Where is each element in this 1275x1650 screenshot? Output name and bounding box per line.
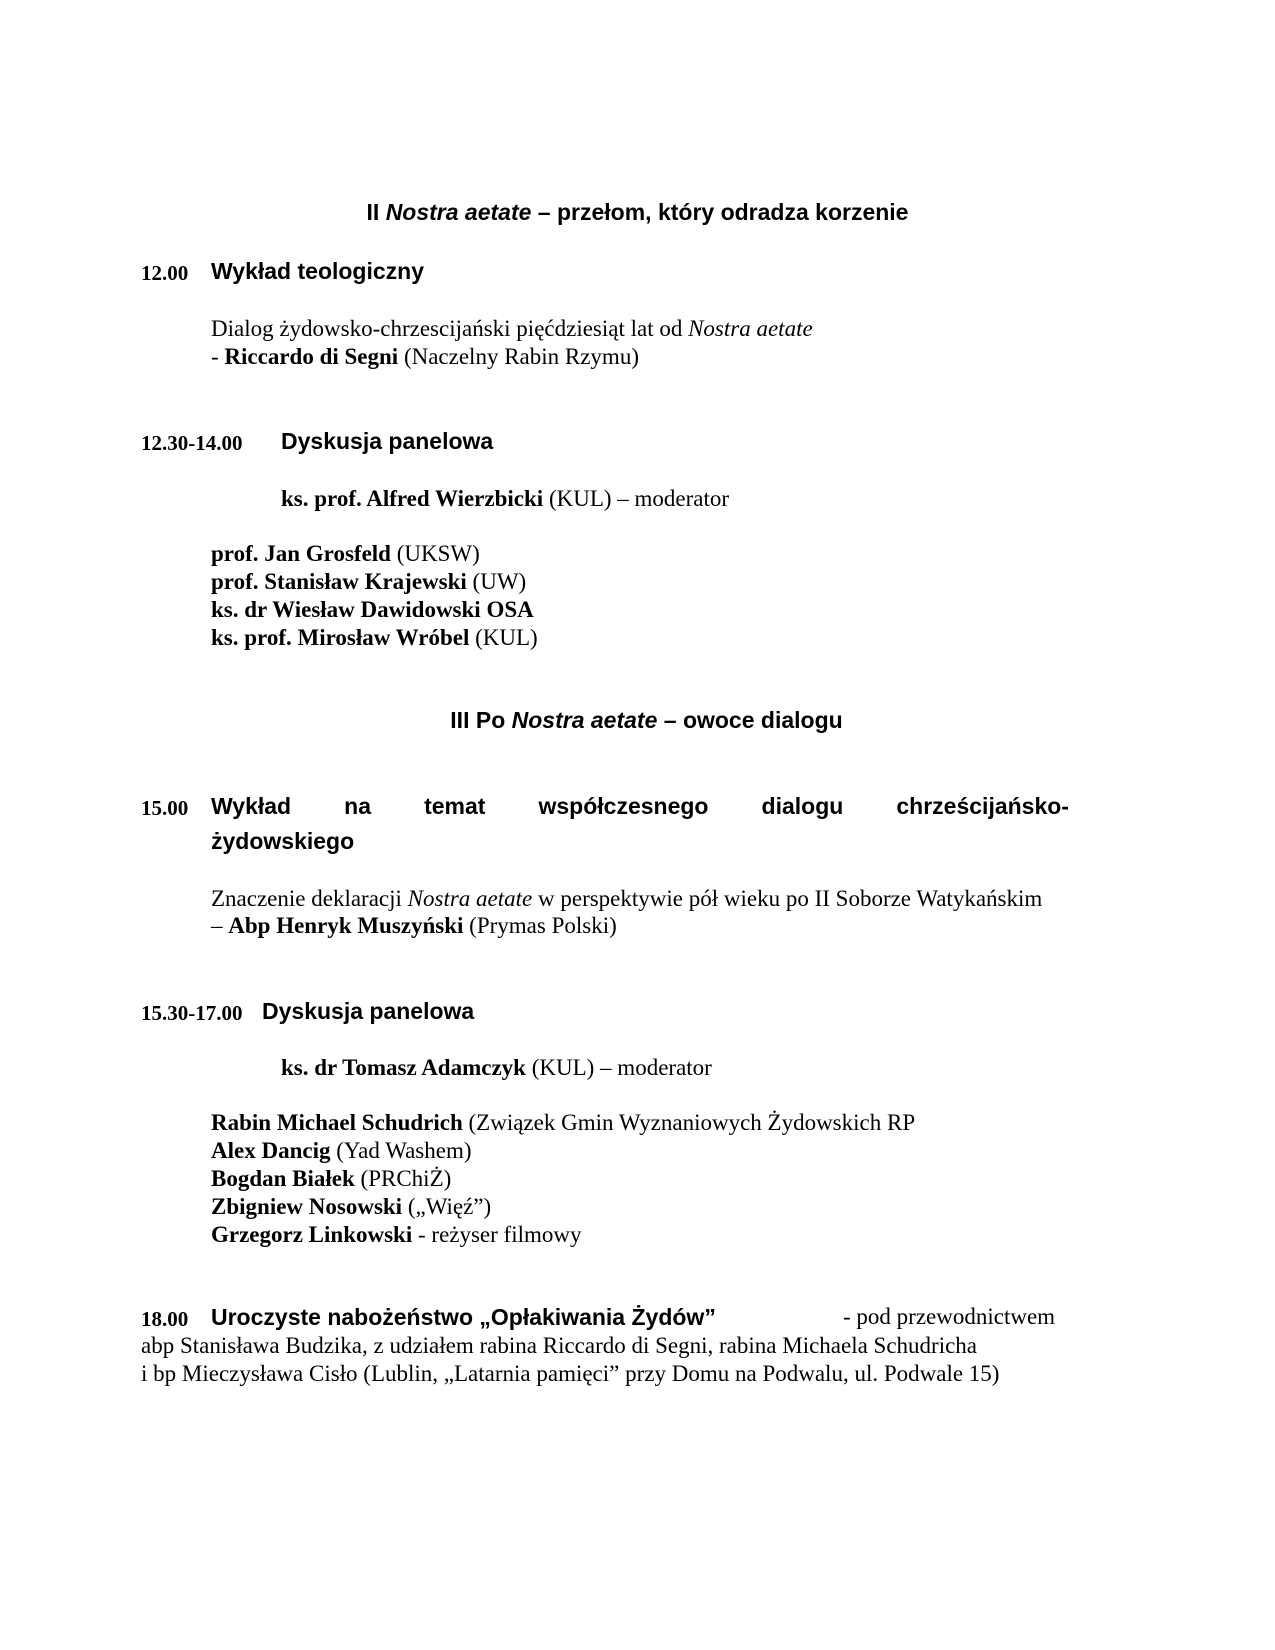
lecture-heading: Wykład teologiczny bbox=[211, 258, 425, 284]
title-suffix: – owoce dialogu bbox=[657, 707, 843, 733]
panelist-name: Zbigniew Nosowski bbox=[211, 1194, 403, 1219]
panelist-name: ks. prof. Mirosław Wróbel bbox=[211, 625, 470, 650]
heading-word: dialogu bbox=[761, 793, 844, 819]
panelist bbox=[211, 624, 538, 652]
lecture-dash: - bbox=[211, 344, 225, 369]
panelist-affiliation: („Więź”) bbox=[402, 1194, 492, 1219]
panelist-name: prof. Stanisław Krajewski bbox=[211, 569, 467, 594]
lecture-line-2 bbox=[211, 912, 617, 940]
panelist-list bbox=[211, 1109, 915, 1249]
panelist-affiliation: (KUL) bbox=[469, 625, 538, 650]
heading-word: na bbox=[344, 793, 372, 819]
lecture-heading-line-2: żydowskiego bbox=[211, 828, 355, 854]
panelist bbox=[211, 1109, 915, 1137]
title-suffix: – przełom, który odradza korzenie bbox=[531, 199, 909, 225]
speaker-role: (Naczelny Rabin Rzymu) bbox=[398, 344, 639, 369]
speaker-name: Riccardo di Segni bbox=[224, 344, 399, 369]
panelist bbox=[211, 1221, 915, 1249]
panelist bbox=[211, 1137, 915, 1165]
service-time: 18.00 bbox=[141, 1307, 189, 1331]
lecture-italic: Nostra aetate bbox=[407, 886, 533, 911]
section-2-title bbox=[0, 199, 1275, 226]
service-line-2: abp Stanisława Budzika, z udziałem rabina Riccardo di Segni, rabina Michaela Schudricha bbox=[141, 1333, 978, 1358]
panelist-affiliation: (UKSW) bbox=[390, 541, 480, 566]
panelist bbox=[211, 1193, 915, 1221]
panelist-name: Alex Dancig bbox=[211, 1138, 331, 1163]
service-line-3: i bp Mieczysława Cisło (Lublin, „Latarnia pamięci” przy Domu na Podwalu, ul. Podwale 15) bbox=[141, 1361, 1000, 1386]
service-heading: Uroczyste nabożeństwo „Opłakiwania Żydów” bbox=[211, 1304, 716, 1330]
panelist bbox=[211, 540, 538, 568]
service-line-1-end: - pod przewodnictwem bbox=[843, 1304, 1056, 1329]
panelist-affiliation: - reżyser filmowy bbox=[412, 1222, 582, 1247]
moderator-name: ks. dr Tomasz Adamczyk bbox=[281, 1055, 526, 1080]
panelist-name: ks. dr Wiesław Dawidowski OSA bbox=[211, 597, 534, 622]
panel-time: 12.30-14.00 bbox=[141, 431, 243, 455]
title-prefix: II bbox=[366, 199, 386, 225]
lecture-heading-line-1 bbox=[211, 793, 1069, 820]
lecture-time: 15.00 bbox=[141, 796, 189, 820]
heading-word: Wykład bbox=[211, 793, 292, 819]
lecture-line-2 bbox=[211, 343, 639, 371]
panelist-affiliation: (Yad Washem) bbox=[330, 1138, 472, 1163]
panelist bbox=[211, 596, 538, 624]
lecture-line-1 bbox=[211, 885, 1042, 913]
lecture-line-1 bbox=[211, 315, 813, 343]
panelist bbox=[211, 568, 538, 596]
lecture-time: 12.00 bbox=[141, 261, 189, 285]
panel-time: 15.30-17.00 bbox=[141, 1001, 243, 1025]
title-italic: Nostra aetate bbox=[385, 199, 532, 225]
speaker-role: (Prymas Polski) bbox=[463, 913, 617, 938]
panelist-name: Grzegorz Linkowski bbox=[211, 1222, 413, 1247]
lecture-dash: – bbox=[211, 913, 229, 938]
panel-moderator bbox=[281, 485, 729, 513]
panelist-name: prof. Jan Grosfeld bbox=[211, 541, 391, 566]
heading-word: współczesnego bbox=[538, 793, 709, 819]
moderator-role: (KUL) – moderator bbox=[543, 486, 730, 511]
panelist-affiliation: (PRChiŻ) bbox=[354, 1166, 452, 1191]
speaker-name: Abp Henryk Muszyński bbox=[228, 913, 464, 938]
section-3-title bbox=[0, 707, 1275, 734]
lecture-text: Dialog żydowsko-chrzescijański pięćdziesiąt lat od bbox=[211, 316, 689, 341]
panelist-affiliation: (Związek Gmin Wyznaniowych Żydowskich RP bbox=[462, 1110, 916, 1135]
panel-moderator bbox=[281, 1054, 712, 1082]
lecture-text-end: w perspektywie pół wieku po II Soborze Watykańskim bbox=[532, 886, 1043, 911]
panel-heading: Dyskusja panelowa bbox=[262, 998, 475, 1024]
panel-heading: Dyskusja panelowa bbox=[281, 428, 494, 454]
panelist-affiliation: (UW) bbox=[466, 569, 527, 594]
lecture-text: Znaczenie deklaracji bbox=[211, 886, 408, 911]
heading-word: temat bbox=[424, 793, 486, 819]
title-italic: Nostra aetate bbox=[511, 707, 658, 733]
moderator-name: ks. prof. Alfred Wierzbicki bbox=[281, 486, 544, 511]
panelist-name: Rabin Michael Schudrich bbox=[211, 1110, 463, 1135]
panelist bbox=[211, 1165, 915, 1193]
title-prefix: III Po bbox=[450, 707, 512, 733]
heading-word: chrześcijańsko- bbox=[896, 793, 1069, 819]
moderator-role: (KUL) – moderator bbox=[525, 1055, 712, 1080]
panelist-name: Bogdan Białek bbox=[211, 1166, 355, 1191]
lecture-italic: Nostra aetate bbox=[688, 316, 813, 341]
panelist-list bbox=[211, 540, 538, 652]
